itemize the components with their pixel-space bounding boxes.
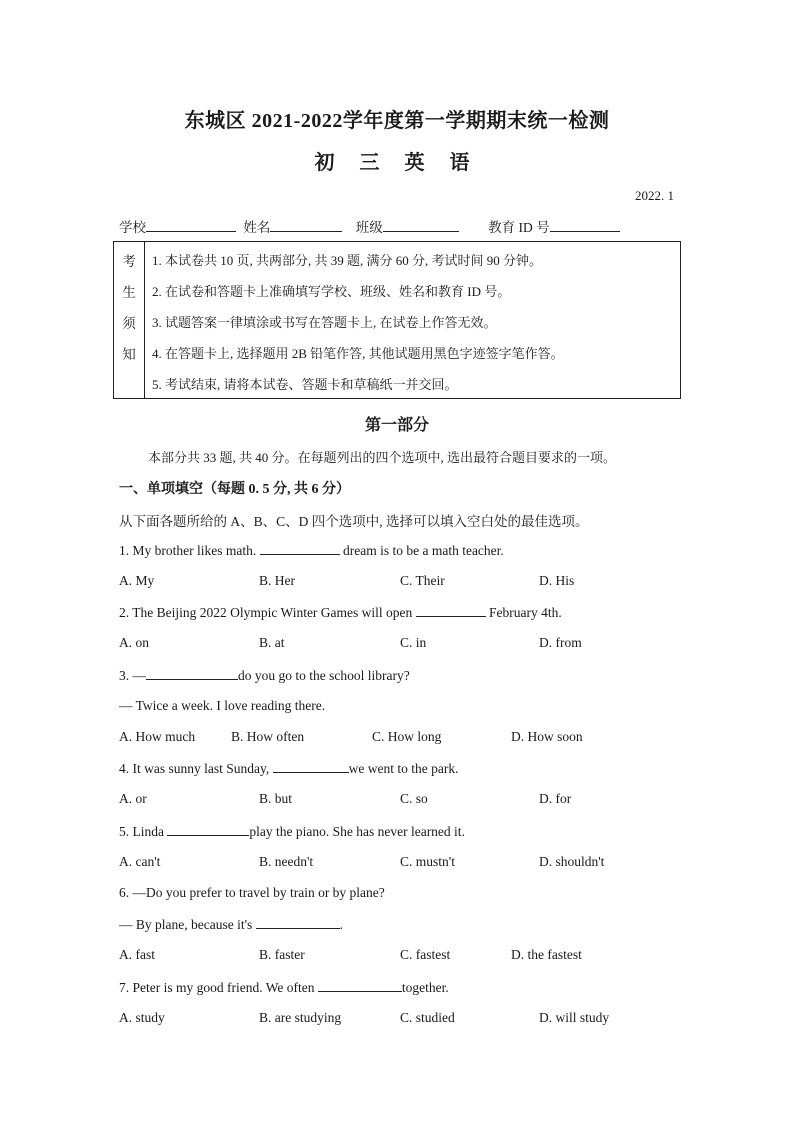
part-intro: 本部分共 33 题, 共 40 分。在每题列出的四个选项中, 选出最符合题目要求的一项。 xyxy=(148,450,617,465)
option-a: A. on xyxy=(119,635,149,650)
option-d: D. His xyxy=(539,573,575,588)
notice-item: 4. 在答题卡上, 选择题用 2B 铅笔作答, 其他试题用黑色字迹签字笔作答。 xyxy=(152,346,564,361)
option-b: B. Her xyxy=(259,573,295,588)
option-c: C. Their xyxy=(400,573,445,588)
option-a: A. fast xyxy=(119,947,155,962)
option-b: B. needn't xyxy=(259,854,314,869)
notice-side-char: 须 xyxy=(122,316,136,331)
exam-title: 东城区 2021-2022学年度第一学期期末统一检测 xyxy=(184,110,610,132)
part-title: 第一部分 xyxy=(364,417,429,434)
option-b: B. faster xyxy=(259,947,305,962)
question-2 xyxy=(119,604,562,621)
question-7 xyxy=(119,979,449,996)
option-a: A. study xyxy=(119,1010,165,1025)
section-instruction: 从下面各题所给的 A、B、C、D 四个选项中, 选择可以填入空白处的最佳选项。 xyxy=(119,514,589,529)
school-blank xyxy=(146,219,236,232)
edu-id-label: 教育 ID 号 xyxy=(488,220,550,235)
school-label: 学校 xyxy=(119,220,146,235)
name-blank xyxy=(270,219,342,232)
option-a: A. or xyxy=(119,791,147,806)
notice-side-char: 考 xyxy=(122,254,136,269)
option-d: D. will study xyxy=(539,1010,610,1025)
edu-id-blank xyxy=(550,219,620,232)
option-c: C. studied xyxy=(400,1010,455,1025)
notice-side-label xyxy=(114,242,145,398)
name-label: 姓名 xyxy=(243,220,271,235)
question-text: . xyxy=(339,917,344,932)
option-d: D. the fastest xyxy=(511,947,582,962)
student-info-line xyxy=(119,216,620,236)
answer-blank xyxy=(256,916,340,929)
answer-blank xyxy=(273,760,349,773)
question-text: 2. The Beijing 2022 Olympic Winter Games will open xyxy=(119,605,416,620)
candidate-notice-box xyxy=(113,241,681,399)
option-c: C. mustn't xyxy=(400,854,455,869)
question-6: 6. —Do you prefer to travel by train or by plane? xyxy=(119,885,385,900)
exam-subtitle: 初 三 英 语 xyxy=(314,152,480,174)
question-4 xyxy=(119,760,458,777)
option-c: C. in xyxy=(400,635,427,650)
notice-item: 3. 试题答案一律填涂或书写在答题卡上, 在试卷上作答无效。 xyxy=(152,315,497,330)
option-b: B. How often xyxy=(231,729,305,744)
question-text: we went to the park. xyxy=(348,761,459,776)
option-b: B. but xyxy=(259,791,293,806)
class-blank xyxy=(383,219,459,232)
notice-item: 5. 考试结束, 请将本试卷、答题卡和草稿纸一并交回。 xyxy=(152,377,458,392)
answer-blank xyxy=(146,667,238,680)
option-a: A. can't xyxy=(119,854,161,869)
notice-side-char: 生 xyxy=(122,285,136,300)
option-c: C. so xyxy=(400,791,428,806)
question-5 xyxy=(119,823,465,840)
answer-blank xyxy=(260,542,340,555)
option-d: D. shouldn't xyxy=(539,854,605,869)
answer-blank xyxy=(318,979,402,992)
question-text: together. xyxy=(401,980,449,995)
option-c: C. fastest xyxy=(400,947,451,962)
option-a: A. How much xyxy=(119,729,196,744)
option-d: D. How soon xyxy=(511,729,583,744)
question-text: 1. My brother likes math. xyxy=(119,543,260,558)
option-d: D. for xyxy=(539,791,572,806)
question-text: 7. Peter is my good friend. We often xyxy=(119,980,318,995)
question-text: 4. It was sunny last Sunday, xyxy=(119,761,273,776)
answer-blank xyxy=(167,823,249,836)
option-b: B. at xyxy=(259,635,285,650)
question-text: February 4th. xyxy=(485,605,562,620)
class-label: 班级 xyxy=(355,220,383,235)
question-text: dream is to be a math teacher. xyxy=(339,543,504,558)
notice-side-char: 知 xyxy=(122,347,136,362)
question-1 xyxy=(119,542,504,559)
exam-date: 2022. 1 xyxy=(635,188,674,203)
option-d: D. from xyxy=(539,635,582,650)
section-title: 一、单项填空（每题 0. 5 分, 共 6 分） xyxy=(119,482,350,497)
question-text: 3. — xyxy=(119,668,146,683)
question-text: — By plane, because it's xyxy=(119,917,256,932)
question-text: do you go to the school library? xyxy=(238,668,410,683)
notice-item: 2. 在试卷和答题卡上准确填写学校、班级、姓名和教育 ID 号。 xyxy=(152,284,511,299)
answer-blank xyxy=(416,604,486,617)
question-3 xyxy=(119,667,410,684)
question-text: 5. Linda xyxy=(119,824,168,839)
option-a: A. My xyxy=(119,573,155,588)
notice-item: 1. 本试卷共 10 页, 共两部分, 共 39 题, 满分 60 分, 考试时间 90 分钟。 xyxy=(152,253,543,268)
question-reply: — Twice a week. I love reading there. xyxy=(119,698,326,713)
question-reply xyxy=(119,916,343,933)
option-b: B. are studying xyxy=(259,1010,342,1025)
option-c: C. How long xyxy=(372,729,442,744)
question-text: play the piano. She has never learned it. xyxy=(249,824,465,839)
